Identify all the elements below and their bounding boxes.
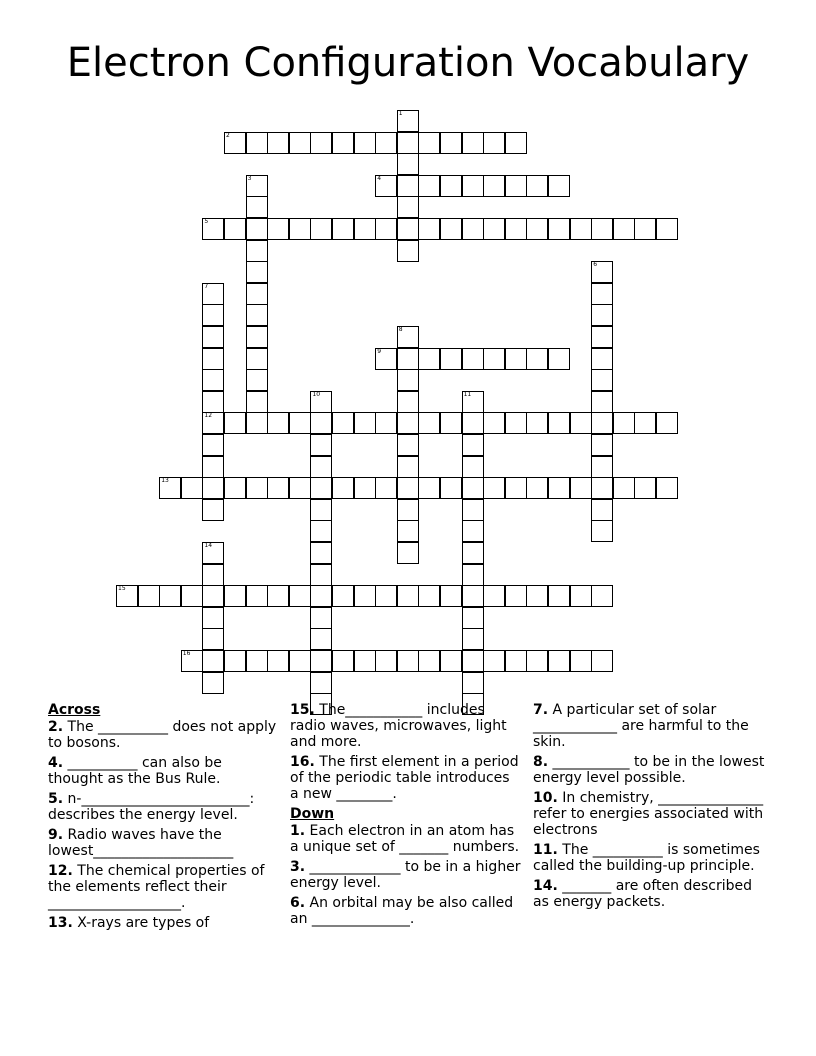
- grid-cell[interactable]: [613, 477, 635, 499]
- clue-down-14: [533, 878, 765, 910]
- grid-cell[interactable]: [462, 542, 484, 564]
- clue-down-6: [290, 895, 522, 927]
- grid-cell[interactable]: [310, 218, 332, 240]
- grid-cell[interactable]: [397, 434, 419, 456]
- cell-number: 3: [247, 174, 252, 182]
- grid-cell[interactable]: [267, 132, 289, 154]
- grid-cell[interactable]: [526, 348, 548, 370]
- cell-number: 10: [312, 390, 321, 398]
- grid-cell[interactable]: [634, 477, 656, 499]
- clue-number: 5.: [48, 791, 64, 807]
- grid-cell[interactable]: [462, 175, 484, 197]
- grid-cell[interactable]: [354, 477, 376, 499]
- grid-cell[interactable]: [634, 218, 656, 240]
- grid-cell[interactable]: [397, 132, 419, 154]
- grid-cell[interactable]: [267, 412, 289, 434]
- clue-text: The first element in a period of the periodic table introduces a new ________.: [290, 754, 519, 802]
- grid-cell[interactable]: [483, 650, 505, 672]
- grid-cell[interactable]: [548, 348, 570, 370]
- grid-cell[interactable]: [310, 585, 332, 607]
- grid-cell[interactable]: [418, 132, 440, 154]
- grid-cell[interactable]: [397, 650, 419, 672]
- grid-cell[interactable]: [246, 326, 268, 348]
- grid-cell[interactable]: [224, 218, 246, 240]
- clue-number: 8.: [533, 754, 549, 770]
- grid-cell[interactable]: [354, 650, 376, 672]
- clue-number: 15.: [290, 702, 315, 718]
- grid-cell[interactable]: [181, 477, 203, 499]
- grid-cell[interactable]: [246, 218, 268, 240]
- grid-cell[interactable]: [310, 477, 332, 499]
- grid-cell[interactable]: [591, 456, 613, 478]
- grid-cell[interactable]: [613, 412, 635, 434]
- grid-cell[interactable]: [526, 412, 548, 434]
- grid-cell[interactable]: [267, 477, 289, 499]
- grid-cell[interactable]: [354, 412, 376, 434]
- clue-number: 10.: [533, 790, 558, 806]
- grid-cell[interactable]: [397, 196, 419, 218]
- grid-cell[interactable]: [202, 542, 224, 564]
- grid-cell[interactable]: [591, 650, 613, 672]
- clue-number: 7.: [533, 702, 549, 718]
- grid-cell[interactable]: [462, 391, 484, 413]
- grid-cell[interactable]: [267, 585, 289, 607]
- grid-cell[interactable]: [397, 391, 419, 413]
- grid-cell[interactable]: [462, 348, 484, 370]
- grid-cell[interactable]: [483, 585, 505, 607]
- grid-cell[interactable]: [397, 348, 419, 370]
- cell-number: 11: [463, 390, 472, 398]
- grid-cell[interactable]: [591, 499, 613, 521]
- clues-column-3: [533, 702, 765, 914]
- grid-cell[interactable]: [246, 650, 268, 672]
- grid-cell[interactable]: [440, 348, 462, 370]
- clue-across-5: [48, 791, 280, 823]
- grid-cell[interactable]: [440, 585, 462, 607]
- grid-cell[interactable]: [310, 542, 332, 564]
- grid-cell[interactable]: [526, 650, 548, 672]
- grid-cell[interactable]: [246, 196, 268, 218]
- grid-cell[interactable]: [397, 542, 419, 564]
- grid-cell[interactable]: [548, 412, 570, 434]
- clue-text: Radio waves have the lowest____________________: [48, 827, 234, 859]
- clue-number: 14.: [533, 878, 558, 894]
- clue-text: A particular set of solar ____________ are harmful to the skin.: [533, 702, 749, 750]
- grid-cell[interactable]: [397, 412, 419, 434]
- grid-cell[interactable]: [289, 477, 311, 499]
- clue-number: 2.: [48, 719, 64, 735]
- grid-cell[interactable]: [181, 585, 203, 607]
- grid-cell[interactable]: [246, 369, 268, 391]
- cell-number: 8: [398, 326, 403, 333]
- grid-cell[interactable]: [462, 218, 484, 240]
- clue-number: 12.: [48, 863, 73, 879]
- grid-cell[interactable]: [591, 477, 613, 499]
- grid-cell[interactable]: [310, 628, 332, 650]
- grid-cell[interactable]: [418, 348, 440, 370]
- grid-cell[interactable]: [246, 132, 268, 154]
- grid-cell[interactable]: [570, 477, 592, 499]
- grid-cell[interactable]: [202, 672, 224, 694]
- grid-cell[interactable]: [656, 218, 678, 240]
- grid-cell[interactable]: [224, 132, 246, 154]
- grid-cell[interactable]: [289, 585, 311, 607]
- clue-number: 9.: [48, 827, 64, 843]
- grid-cell[interactable]: [397, 369, 419, 391]
- grid-cell[interactable]: [418, 477, 440, 499]
- grid-cell[interactable]: [634, 412, 656, 434]
- grid-cell[interactable]: [591, 412, 613, 434]
- clue-number: 4.: [48, 755, 64, 771]
- grid-cell[interactable]: [375, 218, 397, 240]
- grid-cell[interactable]: [310, 607, 332, 629]
- grid-cell[interactable]: [505, 218, 527, 240]
- clues-column-2: [290, 702, 522, 931]
- grid-cell[interactable]: [181, 650, 203, 672]
- grid-cell[interactable]: [440, 175, 462, 197]
- grid-cell[interactable]: [397, 477, 419, 499]
- clue-number: 11.: [533, 842, 558, 858]
- grid-cell[interactable]: [418, 218, 440, 240]
- clue-text: The __________ does not apply to bosons.: [48, 719, 277, 751]
- clue-across-2: [48, 719, 280, 751]
- grid-cell[interactable]: [375, 412, 397, 434]
- grid-cell[interactable]: [202, 369, 224, 391]
- grid-cell[interactable]: [591, 585, 613, 607]
- clue-number: 16.: [290, 754, 315, 770]
- grid-cell[interactable]: [462, 607, 484, 629]
- grid-cell[interactable]: [418, 175, 440, 197]
- grid-cell[interactable]: [354, 132, 376, 154]
- across-heading: Across: [48, 702, 101, 718]
- grid-cell[interactable]: [591, 326, 613, 348]
- grid-cell[interactable]: [310, 412, 332, 434]
- grid-cell[interactable]: [332, 218, 354, 240]
- grid-cell[interactable]: [397, 326, 419, 348]
- grid-cell[interactable]: [462, 132, 484, 154]
- clue-down-10: [533, 790, 765, 838]
- grid-cell[interactable]: [462, 672, 484, 694]
- clue-across-13: [48, 915, 280, 931]
- grid-cell[interactable]: [375, 132, 397, 154]
- clue-number: 3.: [290, 859, 306, 875]
- clue-number: 1.: [290, 823, 306, 839]
- grid-cell[interactable]: [246, 261, 268, 283]
- clue-text: _______ are often described as energy packets.: [533, 878, 753, 910]
- grid-cell[interactable]: [310, 564, 332, 586]
- grid-cell[interactable]: [505, 477, 527, 499]
- grid-cell[interactable]: [570, 218, 592, 240]
- grid-cell[interactable]: [440, 132, 462, 154]
- grid-cell[interactable]: [202, 283, 224, 305]
- grid-cell[interactable]: [548, 218, 570, 240]
- grid-cell[interactable]: [462, 650, 484, 672]
- grid-cell[interactable]: [332, 132, 354, 154]
- grid-cell[interactable]: [310, 434, 332, 456]
- grid-cell[interactable]: [418, 412, 440, 434]
- grid-cell[interactable]: [397, 153, 419, 175]
- grid-cell[interactable]: [526, 477, 548, 499]
- clue-across-9: [48, 827, 280, 859]
- grid-cell[interactable]: [591, 434, 613, 456]
- grid-cell[interactable]: [483, 348, 505, 370]
- grid-cell[interactable]: [246, 175, 268, 197]
- grid-cell[interactable]: [246, 412, 268, 434]
- grid-cell[interactable]: [246, 585, 268, 607]
- clue-text: An orbital may be also called an ______________.: [290, 895, 514, 927]
- grid-cell[interactable]: [591, 283, 613, 305]
- grid-cell[interactable]: [462, 564, 484, 586]
- clue-down-8: [533, 754, 765, 786]
- clue-down-11: [533, 842, 765, 874]
- grid-cell[interactable]: [289, 218, 311, 240]
- grid-cell[interactable]: [418, 650, 440, 672]
- down-heading: Down: [290, 806, 335, 822]
- grid-cell[interactable]: [462, 499, 484, 521]
- clue-text: Each electron in an atom has a unique set of _______ numbers.: [290, 823, 520, 855]
- grid-cell[interactable]: [440, 477, 462, 499]
- grid-cell[interactable]: [289, 650, 311, 672]
- grid-cell[interactable]: [246, 304, 268, 326]
- clues-column-1: [48, 702, 280, 935]
- grid-cell[interactable]: [246, 283, 268, 305]
- grid-cell[interactable]: [246, 348, 268, 370]
- cell-number: 12: [204, 412, 213, 420]
- grid-cell[interactable]: [397, 175, 419, 197]
- grid-cell[interactable]: [591, 304, 613, 326]
- cell-number: 14: [204, 542, 213, 549]
- cell-number: 13: [161, 477, 169, 485]
- grid-cell[interactable]: [202, 628, 224, 650]
- grid-cell[interactable]: [505, 348, 527, 370]
- grid-cell[interactable]: [440, 218, 462, 240]
- grid-cell[interactable]: [591, 218, 613, 240]
- grid-cell[interactable]: [505, 132, 527, 154]
- clue-number: 13.: [48, 915, 73, 931]
- clue-text: X-rays are types of: [77, 915, 210, 931]
- grid-cell[interactable]: [202, 326, 224, 348]
- clue-text: n-________________________: describes the energy level.: [48, 791, 255, 823]
- grid-cell[interactable]: [462, 434, 484, 456]
- grid-cell[interactable]: [462, 520, 484, 542]
- grid-cell[interactable]: [462, 412, 484, 434]
- grid-cell[interactable]: [397, 456, 419, 478]
- grid-cell[interactable]: [397, 110, 419, 132]
- clue-text: _____________ to be in a higher energy level.: [290, 859, 521, 891]
- grid-cell[interactable]: [526, 218, 548, 240]
- grid-cell[interactable]: [613, 218, 635, 240]
- clue-across-12: [48, 863, 280, 911]
- grid-cell[interactable]: [375, 175, 397, 197]
- grid-cell[interactable]: [526, 585, 548, 607]
- grid-cell[interactable]: [202, 650, 224, 672]
- grid-cell[interactable]: [332, 412, 354, 434]
- grid-cell[interactable]: [202, 585, 224, 607]
- grid-cell[interactable]: [591, 391, 613, 413]
- clue-text: ___________ to be in the lowest energy level possible.: [533, 754, 765, 786]
- grid-cell[interactable]: [526, 175, 548, 197]
- clue-number: 6.: [290, 895, 306, 911]
- cell-number: 9: [377, 347, 382, 355]
- grid-cell[interactable]: [570, 650, 592, 672]
- grid-cell[interactable]: [483, 175, 505, 197]
- grid-cell[interactable]: [202, 564, 224, 586]
- clue-text: __________ can also be thought as the Bus Rule.: [48, 755, 222, 787]
- grid-cell[interactable]: [310, 520, 332, 542]
- grid-cell[interactable]: [570, 585, 592, 607]
- grid-cell[interactable]: [354, 218, 376, 240]
- grid-cell[interactable]: [505, 650, 527, 672]
- grid-cell[interactable]: [483, 477, 505, 499]
- grid-cell[interactable]: [505, 412, 527, 434]
- grid-cell[interactable]: [591, 348, 613, 370]
- cell-number: 4: [377, 174, 382, 182]
- grid-cell[interactable]: [483, 218, 505, 240]
- grid-cell[interactable]: [202, 607, 224, 629]
- grid-cell[interactable]: [289, 132, 311, 154]
- grid-cell[interactable]: [505, 585, 527, 607]
- grid-cell[interactable]: [375, 585, 397, 607]
- grid-cell[interactable]: [116, 585, 138, 607]
- clue-down-1: [290, 823, 522, 855]
- grid-cell[interactable]: [267, 650, 289, 672]
- grid-cell[interactable]: [310, 672, 332, 694]
- grid-cell[interactable]: [548, 650, 570, 672]
- clue-down-3: [290, 859, 522, 891]
- grid-cell[interactable]: [548, 477, 570, 499]
- grid-cell[interactable]: [462, 585, 484, 607]
- grid-cell[interactable]: [138, 585, 160, 607]
- grid-cell[interactable]: [397, 218, 419, 240]
- grid-cell[interactable]: [591, 369, 613, 391]
- grid-cell[interactable]: [202, 456, 224, 478]
- grid-cell[interactable]: [375, 348, 397, 370]
- grid-cell[interactable]: [310, 391, 332, 413]
- grid-cell[interactable]: [397, 240, 419, 262]
- grid-cell[interactable]: [656, 412, 678, 434]
- grid-cell[interactable]: [310, 650, 332, 672]
- cell-number: 7: [204, 282, 209, 290]
- clue-text: The chemical properties of the elements reflect their ___________________.: [48, 863, 265, 911]
- grid-cell[interactable]: [591, 261, 613, 283]
- grid-cell[interactable]: [246, 477, 268, 499]
- grid-cell[interactable]: [505, 175, 527, 197]
- cell-number: 6: [593, 261, 598, 269]
- clue-text: In chemistry, _______________ refer to energies associated with electrons: [533, 790, 764, 838]
- grid-cell[interactable]: [310, 456, 332, 478]
- grid-cell[interactable]: [202, 304, 224, 326]
- grid-cell[interactable]: [483, 132, 505, 154]
- grid-cell[interactable]: [462, 477, 484, 499]
- grid-cell[interactable]: [246, 391, 268, 413]
- grid-cell[interactable]: [310, 499, 332, 521]
- clue-text: The __________ is sometimes called the building-up principle.: [533, 842, 760, 874]
- grid-cell[interactable]: [397, 585, 419, 607]
- grid-cell[interactable]: [267, 218, 289, 240]
- grid-cell[interactable]: [354, 585, 376, 607]
- grid-cell[interactable]: [224, 650, 246, 672]
- clue-across-4: [48, 755, 280, 787]
- grid-cell[interactable]: [202, 348, 224, 370]
- grid-cell[interactable]: [202, 412, 224, 434]
- grid-cell[interactable]: [332, 650, 354, 672]
- cell-number: 2: [226, 131, 230, 139]
- grid-cell[interactable]: [375, 477, 397, 499]
- grid-cell[interactable]: [202, 391, 224, 413]
- grid-cell[interactable]: [332, 585, 354, 607]
- cell-number: 5: [204, 218, 209, 225]
- grid-cell[interactable]: [462, 628, 484, 650]
- grid-cell[interactable]: [224, 412, 246, 434]
- grid-cell[interactable]: [289, 412, 311, 434]
- grid-cell[interactable]: [202, 499, 224, 521]
- cell-number: 16: [182, 650, 191, 657]
- grid-cell[interactable]: [224, 477, 246, 499]
- grid-cell[interactable]: [418, 585, 440, 607]
- grid-cell[interactable]: [483, 412, 505, 434]
- grid-cell[interactable]: [202, 434, 224, 456]
- grid-cell[interactable]: [202, 477, 224, 499]
- grid-cell[interactable]: [246, 240, 268, 262]
- grid-cell[interactable]: [310, 132, 332, 154]
- grid-cell[interactable]: [462, 456, 484, 478]
- grid-cell[interactable]: [397, 520, 419, 542]
- grid-cell[interactable]: [440, 650, 462, 672]
- grid-cell[interactable]: [591, 520, 613, 542]
- grid-cell[interactable]: [548, 175, 570, 197]
- cell-number: 1: [398, 110, 403, 117]
- grid-cell[interactable]: [548, 585, 570, 607]
- grid-cell[interactable]: [440, 412, 462, 434]
- grid-cell[interactable]: [202, 218, 224, 240]
- clue-text: The___________ includes radio waves, microwaves, light and more.: [290, 702, 507, 750]
- grid-cell[interactable]: [332, 477, 354, 499]
- clue-across-15: [290, 702, 522, 750]
- grid-cell[interactable]: [397, 499, 419, 521]
- grid-cell[interactable]: [224, 585, 246, 607]
- clue-across-16: [290, 754, 522, 802]
- grid-cell[interactable]: [159, 477, 181, 499]
- cell-number: 15: [118, 585, 126, 593]
- grid-cell[interactable]: [656, 477, 678, 499]
- clue-down-7: [533, 702, 765, 750]
- grid-cell[interactable]: [570, 412, 592, 434]
- grid-cell[interactable]: [159, 585, 181, 607]
- grid-cell[interactable]: [375, 650, 397, 672]
- page-title: Electron Configuration Vocabulary: [66, 40, 750, 86]
